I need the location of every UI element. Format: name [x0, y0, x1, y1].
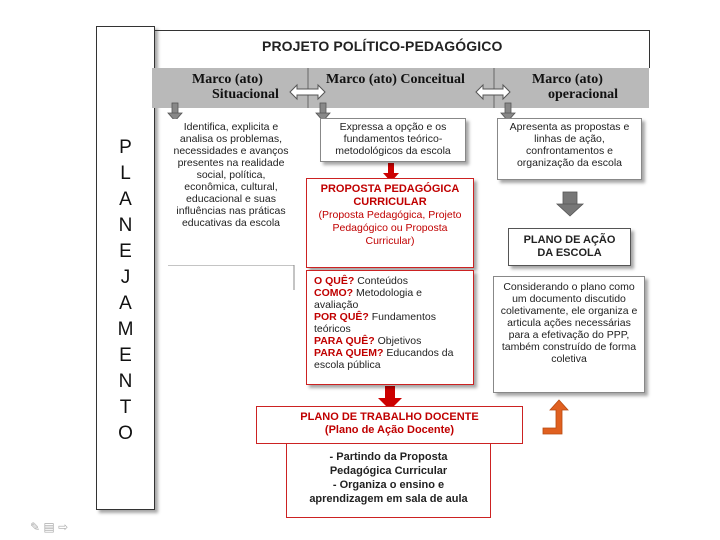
gray-down-arrow-icon	[557, 192, 583, 216]
plano-trabalho-detail-box	[286, 444, 491, 518]
plano-acao-title-2: DA ESCOLA	[537, 247, 602, 259]
questions-box	[306, 270, 474, 385]
situacional-box	[168, 119, 294, 265]
conceitual-text: Expressa a opção e os fundamentos teórico-metodológicos da escola	[335, 121, 451, 157]
question-label: PARA QUÊ?	[314, 335, 375, 347]
letter: N	[118, 371, 133, 392]
letter: T	[119, 397, 132, 418]
detail-line: - Partindo da Proposta	[329, 451, 448, 463]
question-label: O QUÊ?	[314, 275, 355, 287]
question-label: PARA QUEM?	[314, 347, 384, 359]
question-item	[314, 275, 466, 287]
slide-toolbar[interactable]	[30, 520, 68, 534]
header-line: operacional	[548, 87, 618, 102]
corner-arrow-icon	[543, 400, 568, 434]
letter: A	[119, 189, 132, 210]
question-item	[314, 287, 466, 311]
plano-trabalho-subtitle: (Plano de Ação Docente)	[324, 424, 455, 436]
letter: E	[119, 345, 132, 366]
double-arrow-icon	[476, 85, 510, 99]
header-line: Marco (ato)	[532, 72, 603, 87]
pen-icon[interactable]: ✎	[30, 520, 41, 534]
detail-line: aprendizagem em sala de aula	[309, 493, 468, 505]
situacional-text: Identifica, explicita e analisa os problemas, necessidades e avanços presentes na realidade social, política, econômica, cultural, educacional e suas influências nas práticas educativas da escola	[173, 121, 289, 229]
question-answer: Metodologia e avaliação	[314, 287, 422, 311]
question-answer: Fundamentos teóricos	[314, 311, 436, 335]
proposta-box	[306, 178, 474, 268]
detail-line: - Organiza o ensino e	[332, 479, 445, 491]
header-line: Marco (ato)	[192, 72, 263, 87]
letter: J	[120, 267, 131, 288]
question-item	[314, 311, 466, 335]
page-title: PROJETO POLÍTICO-PEDAGÓGICO	[262, 38, 503, 54]
menu-icon[interactable]: ▤	[43, 520, 55, 534]
letter: O	[118, 423, 133, 444]
letter: M	[117, 319, 134, 340]
question-answer: Educandos da escola pública	[314, 347, 454, 371]
operacional-text: Apresenta as propostas e linhas de ação, confrontamentos e organização da escola	[509, 121, 630, 169]
question-item	[314, 335, 466, 347]
question-label: POR QUÊ?	[314, 311, 369, 323]
header-line: Marco (ato) Conceitual	[326, 72, 465, 87]
plano-acao-box	[508, 228, 631, 266]
proposta-title: PROPOSTA PEDAGÓGICA	[320, 183, 460, 195]
plano-trabalho-title: PLANO DE TRABALHO DOCENTE	[300, 411, 479, 423]
plano-acao-text: Considerando o plano como um documento discutido coletivamente, ele organiza e articula ações necessárias para a efetivação do PPP, também construído de forma coletiva	[500, 281, 638, 365]
header-line: Situacional	[212, 87, 279, 102]
question-label: COMO?	[314, 287, 354, 299]
question-answer: Conteúdos	[357, 275, 408, 287]
letter: P	[119, 137, 132, 158]
letter: E	[119, 241, 132, 262]
share-icon[interactable]: ⇨	[58, 520, 69, 534]
question-answer: Objetivos	[377, 335, 422, 347]
conceitual-box	[320, 118, 466, 162]
plano-trabalho-box	[256, 406, 523, 444]
letter: N	[118, 215, 133, 236]
proposta-subtitle: (Proposta Pedagógica, Projeto Pedagógico ou Proposta Curricular)	[318, 209, 462, 247]
detail-line: Pedagógica Curricular	[329, 465, 448, 477]
operacional-box	[497, 118, 642, 180]
proposta-title-2: CURRICULAR	[353, 196, 427, 208]
question-item	[314, 347, 466, 371]
letter: L	[120, 163, 131, 184]
plano-acao-desc-box	[493, 276, 645, 393]
letter: A	[119, 293, 132, 314]
plano-acao-title: PLANO DE AÇÃO	[523, 234, 616, 246]
